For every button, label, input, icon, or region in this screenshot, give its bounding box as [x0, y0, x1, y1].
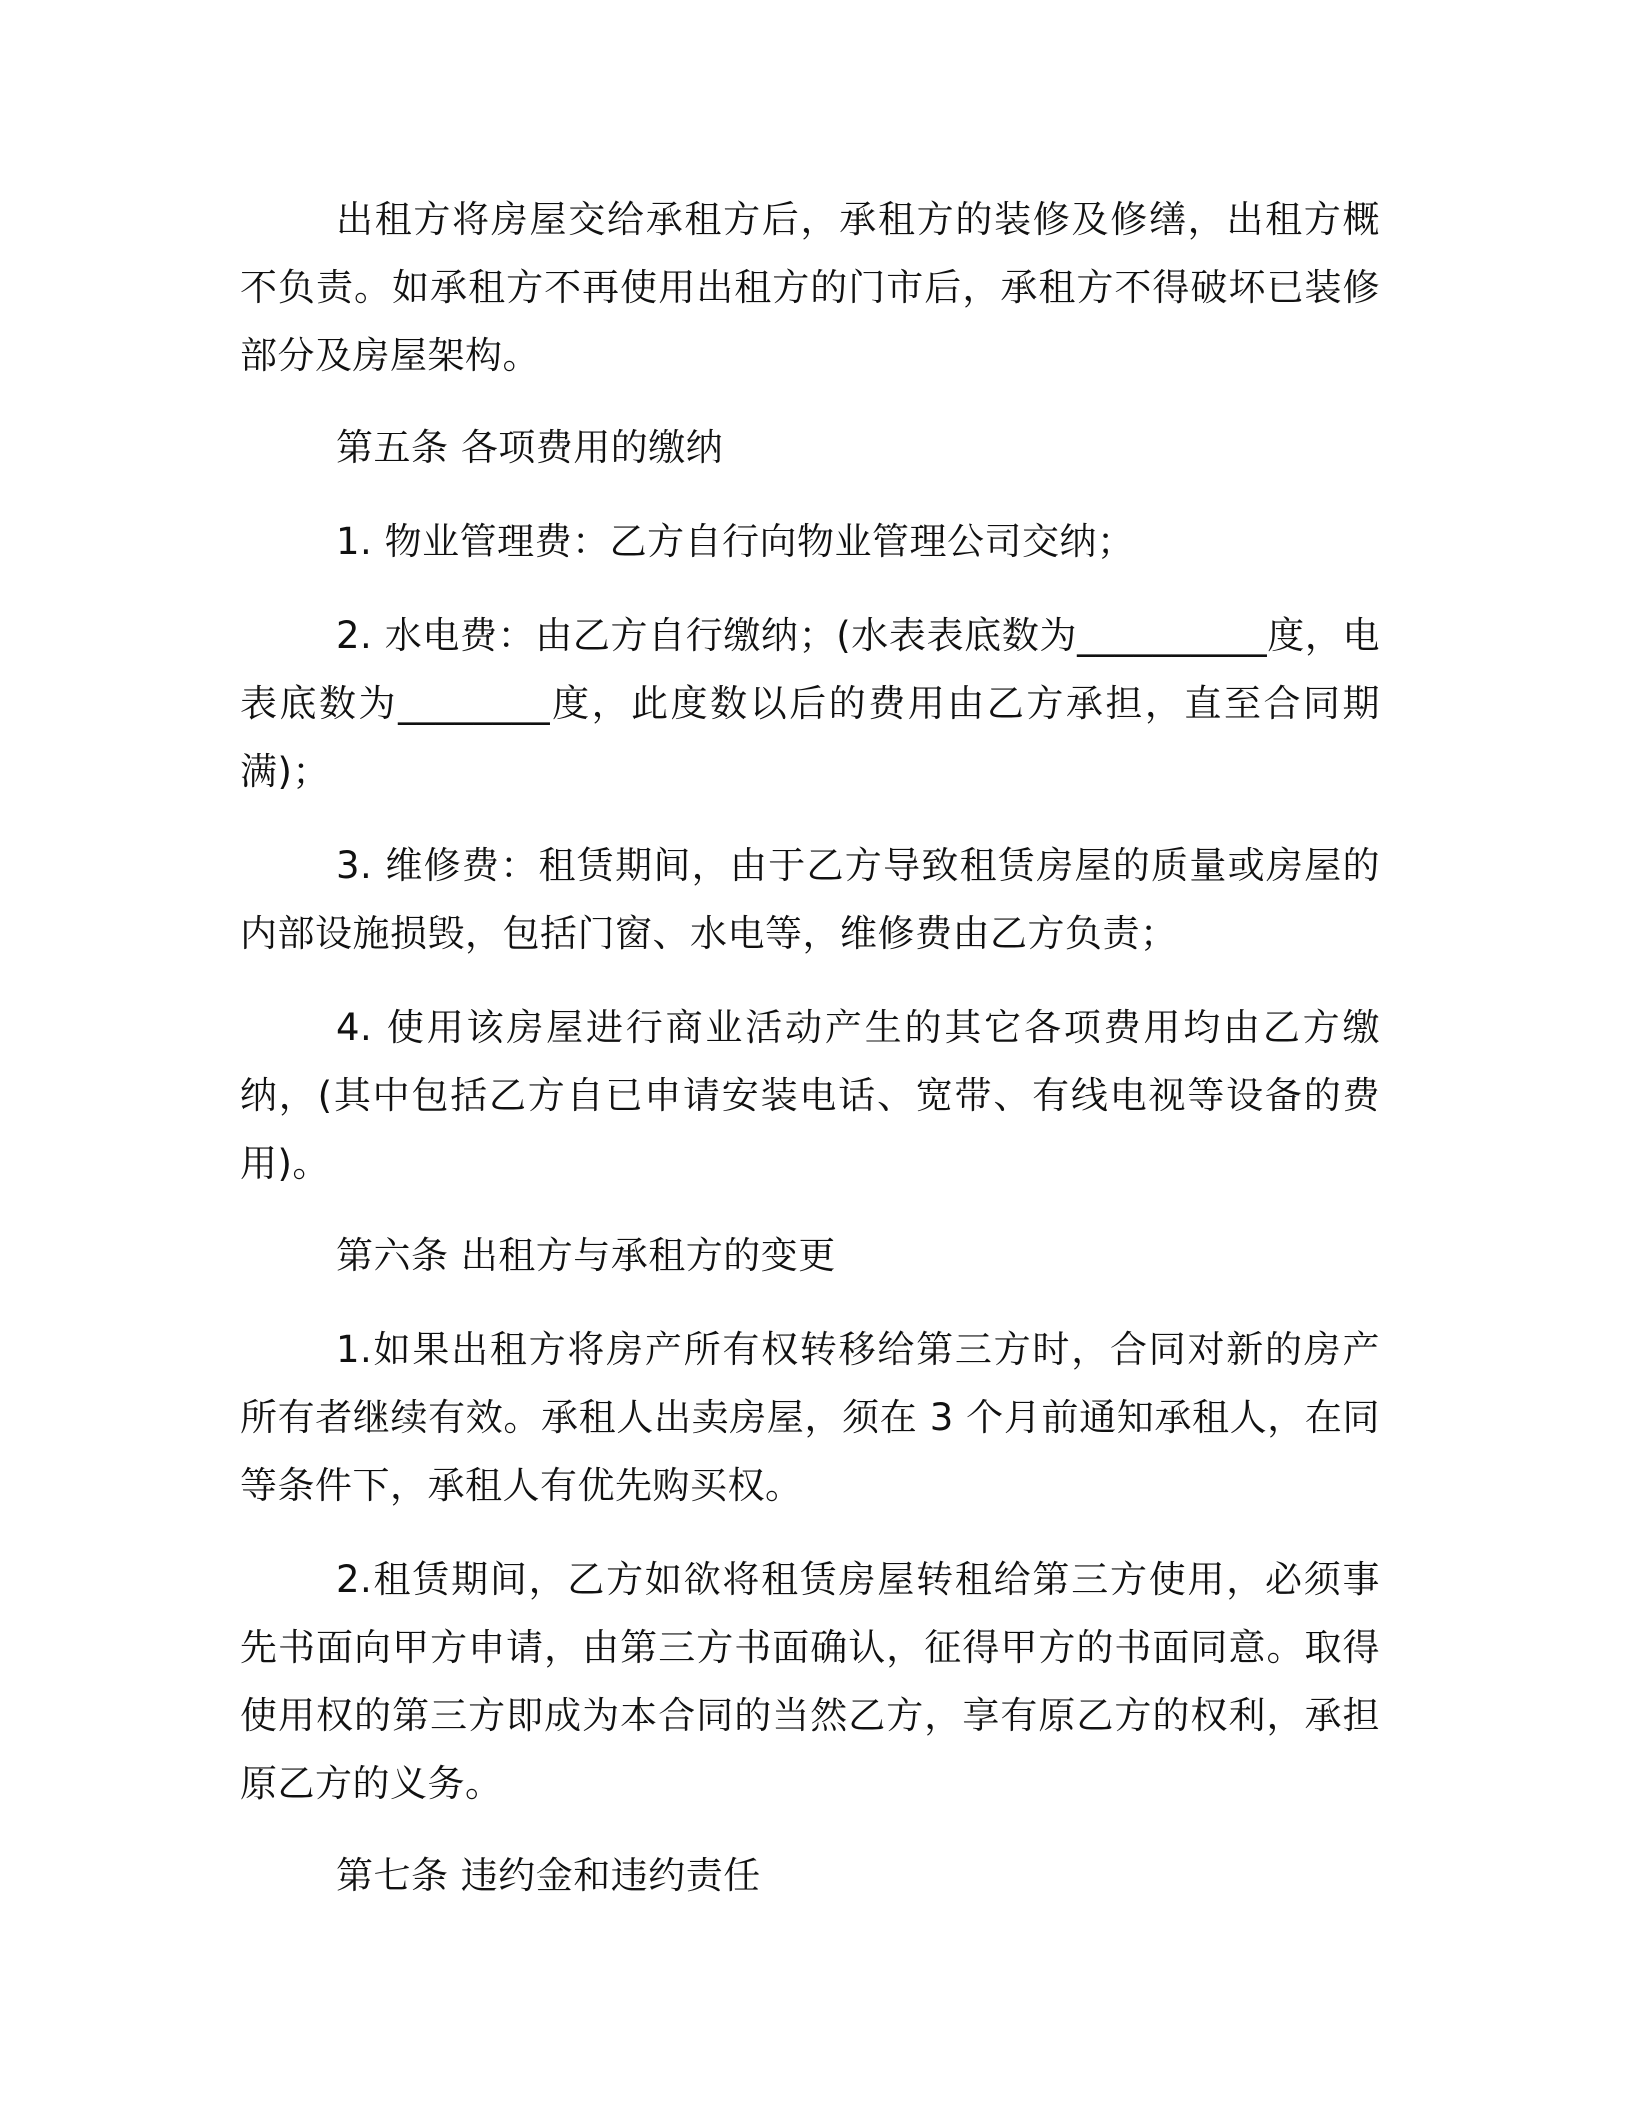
document-page: [240, 186, 1380, 1910]
article-5-item-2: 2. 水电费：由乙方自行缴纳；(水表表底数为__________度，电表底数为________度，此度数以后的费用由乙方承担，直至合同期满)；: [240, 614, 1380, 793]
article-6-item-2: 2.租赁期间，乙方如欲将租赁房屋转租给第三方使用，必须事先书面向甲方申请，由第三方书面确认，征得甲方的书面同意。取得使用权的第三方即成为本合同的当然乙方，享有原乙方的权利，承担原乙方的义务。: [240, 1558, 1380, 1805]
article-5-item-4: 4. 使用该房屋进行商业活动产生的其它各项费用均由乙方缴纳，(其中包括乙方自已申请安装电话、宽带、有线电视等设备的费用)。: [240, 1006, 1380, 1185]
article-6-heading: 第六条 出租方与承租方的变更: [336, 1234, 836, 1277]
article-5-item-3: 3. 维修费：租赁期间，由于乙方导致租赁房屋的质量或房屋的内部设施损毁，包括门窗、水电等，维修费由乙方负责；: [240, 844, 1380, 955]
paragraph-renovation-responsibility: 出租方将房屋交给承租方后，承租方的装修及修缮，出租方概不负责。如承租方不再使用出租方的门市后，承租方不得破坏已装修部分及房屋架构。: [240, 198, 1380, 377]
article-7-heading: 第七条 违约金和违约责任: [336, 1854, 761, 1897]
article-6-item-1: 1.如果出租方将房产所有权转移给第三方时，合同对新的房产所有者继续有效。承租人出卖房屋，须在 3 个月前通知承租人，在同等条件下，承租人有优先购买权。: [240, 1328, 1380, 1507]
article-5-item-1: 1. 物业管理费：乙方自行向物业管理公司交纳；: [336, 520, 1135, 563]
article-5-heading: 第五条 各项费用的缴纳: [336, 426, 724, 469]
